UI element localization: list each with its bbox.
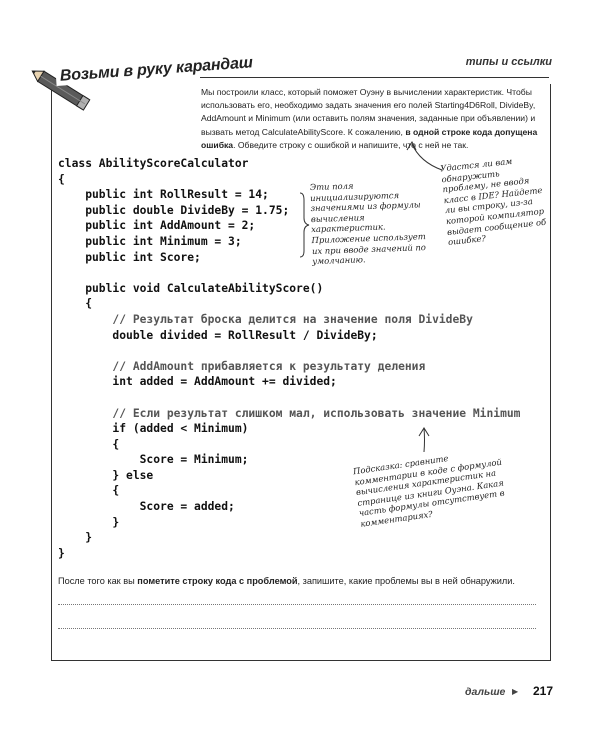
instruction-text-bold: пометите строку кода с проблемой bbox=[137, 576, 298, 586]
next-arrow-icon: ▶ bbox=[512, 687, 519, 696]
code-line[interactable]: } bbox=[58, 515, 120, 529]
code-line[interactable]: { bbox=[58, 172, 65, 186]
code-line[interactable]: public int Score; bbox=[58, 250, 201, 264]
page-number: 217 bbox=[533, 684, 554, 698]
code-line[interactable]: class AbilityScoreCalculator bbox=[58, 157, 249, 170]
code-line[interactable]: double divided = RollResult / DivideBy; bbox=[58, 328, 378, 342]
code-line[interactable]: int added = AddAmount += divided; bbox=[58, 375, 337, 389]
note-ide: Удастся ли вам обнаружить проблему, не вводя класс в IDE? Найдете ли вы строку, из-за которой компилятор выдает сообщение об ошибке? bbox=[439, 155, 547, 248]
answer-line[interactable] bbox=[58, 604, 536, 605]
code-line[interactable]: } bbox=[58, 546, 65, 560]
code-line[interactable]: if (added < Minimum) bbox=[58, 422, 249, 436]
code-line[interactable] bbox=[58, 265, 521, 281]
code-comment-line[interactable]: // Результат броска делится на значение поля DivideBy bbox=[58, 312, 473, 326]
code-line[interactable]: Score = added; bbox=[58, 500, 235, 514]
code-line[interactable]: public int Minimum = 3; bbox=[58, 234, 242, 248]
intro-text-bold: в одной строке кода допущена ошибка bbox=[201, 126, 538, 150]
exercise-title: Возьми в руку карандаш bbox=[55, 54, 257, 86]
code-line[interactable]: Score = Minimum; bbox=[58, 453, 249, 467]
answer-instruction bbox=[58, 576, 542, 586]
code-line[interactable]: } bbox=[58, 531, 93, 545]
code-comment-line[interactable]: // Если результат слишком мал, использовать значение Minimum bbox=[58, 406, 521, 420]
code-line[interactable]: public void CalculateAbilityScore() bbox=[58, 281, 324, 295]
instruction-text-2: , запишите, какие проблемы вы в ней обнаружили. bbox=[297, 576, 515, 586]
code-line[interactable]: { bbox=[58, 437, 120, 451]
code-line[interactable]: { bbox=[58, 297, 93, 311]
intro-text-1: Мы построили класс, который поможет Оуэну в вычислении характеристик. Чтобы использовать его, необходимо задать значения его полей Starting4D6Roll, DivideBy, AddAmount и Minimum (или оставить полям значения, заданные при объявлении) и вызвать метод CalculateAbilityScore. К сожалению, bbox=[201, 87, 536, 137]
exercise-intro bbox=[201, 86, 545, 152]
code-comment-line[interactable]: // AddAmount прибавляется к результату деления bbox=[58, 359, 426, 373]
next-page-link[interactable]: дальше bbox=[465, 686, 506, 698]
answer-line[interactable] bbox=[58, 628, 536, 629]
instruction-text-1: После того как вы bbox=[58, 576, 138, 586]
code-line[interactable]: public int RollResult = 14; bbox=[58, 188, 269, 202]
code-line[interactable]: public double DivideBy = 1.75; bbox=[58, 203, 290, 217]
frame-top-rule bbox=[200, 77, 549, 78]
running-head: типы и ссылки bbox=[465, 56, 552, 68]
code-line[interactable] bbox=[58, 343, 521, 359]
intro-text-2: . Обведите строку с ошибкой и напишите, что с ней не так. bbox=[233, 139, 469, 150]
note-hint: Подсказка: сравните комментарии в коде с формулой вычисления характеристик на странице из книги Оуэна. Какая часть формулы отсутствует в комментариях? bbox=[352, 453, 506, 529]
code-line[interactable] bbox=[58, 390, 521, 406]
code-line[interactable]: public int AddAmount = 2; bbox=[58, 219, 256, 233]
code-line[interactable]: { bbox=[58, 484, 120, 498]
note-fields: Эти поля инициализируются значениями из формулы вычисления характеристик. Приложение использует их при вводе значений по умолчанию. bbox=[309, 180, 427, 267]
code-line[interactable]: } else bbox=[58, 468, 154, 482]
